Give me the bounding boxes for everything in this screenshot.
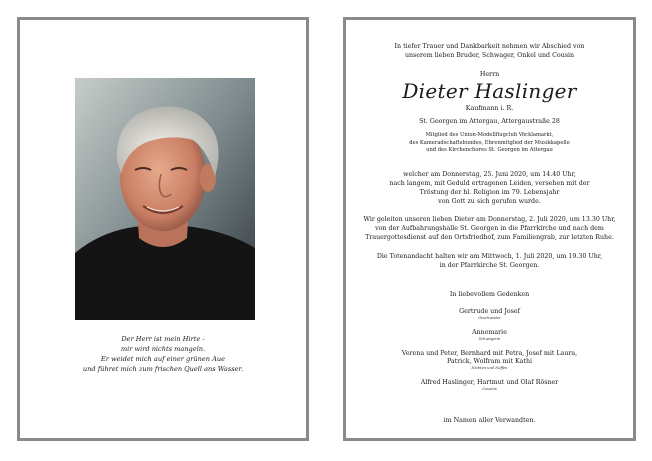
mourner-group: [346, 308, 633, 321]
vigil-line: Die Totenandacht halten wir am Mittwoch, 1. Juli 2020, um 19.30 Uhr,: [376, 253, 603, 260]
mourner-names: Annemarie: [472, 328, 507, 336]
intro-line: In tiefer Trauer und Dankbarkeit nehmen wir Abschied von: [394, 43, 585, 50]
portrait-photo: [75, 78, 255, 320]
salutation: Herrn: [479, 71, 500, 78]
profession: Kaufmann i. R.: [465, 105, 514, 112]
death-notice-line: welcher am Donnerstag, 25. Juni 2020, um 14.40 Uhr,: [403, 171, 576, 178]
remembrance-heading: In liebevollem Gedenken: [449, 291, 530, 298]
funeral-line: Wir geleiten unseren lieben Dieter am Donnerstag, 2. Juli 2020, um 13.30 Uhr,: [363, 216, 616, 223]
death-notice: [346, 170, 633, 206]
verse-line: und führet mich zum frischen Quell ans Wasser.: [82, 365, 244, 373]
death-notice-line: Tröstung der hl. Religion im 79. Lebensjahr: [419, 189, 560, 197]
mourner-group: [346, 329, 633, 342]
left-card-panel: [17, 17, 309, 441]
funeral-line: von der Aufbahrungshalle St. Georgen in die Pfarrkirche und nach dem: [375, 225, 604, 233]
vigil-details: [346, 252, 633, 270]
mourner-relation: Cousins: [482, 386, 497, 391]
mourner-relation: Geschwister: [478, 316, 501, 321]
death-notice-line: nach langem, mit Geduld ertragenen Leiden, versehen mit der: [389, 180, 590, 188]
funeral-line: Trauergottesdienst auf den Ortsfriedhof, zum Familiengrab, zur letzten Ruhe.: [365, 234, 614, 242]
right-card-panel: [343, 17, 636, 441]
mourner-names: Gertrude und Josef: [459, 308, 520, 315]
deceased-name: Dieter Haslinger: [402, 79, 577, 103]
intro-line: unserem lieben Bruder, Schwager, Onkel und Cousin: [404, 52, 575, 60]
verse-line: mir wird nichts mangeln.: [120, 345, 206, 353]
mourner-relation: Nichten und Neffen: [471, 366, 508, 370]
mourner-names: Patrick, Wolfram mit Kathi: [446, 357, 533, 365]
mourner-names: Alfred Haslinger, Hartmut und Olaf Rösner: [420, 378, 559, 386]
portrait-illustration: [75, 78, 255, 320]
address: St. Georgen im Attergau, Attergaustraße 28: [419, 118, 560, 125]
mourner-names: Verena und Peter, Bernhard mit Petra, Josef mit Laura,: [401, 349, 578, 357]
closing-line: im Namen aller Verwandten.: [443, 417, 536, 424]
death-notice-line: von Gott zu sich gerufen wurde.: [438, 198, 541, 206]
funeral-details: [346, 215, 633, 242]
verse-line: Er weidet mich auf einer grünen Aue: [100, 355, 226, 363]
membership-line: Mitglied des Union-Modellflugclub Vöcklamarkt,: [425, 132, 554, 138]
memberships: [346, 132, 633, 155]
psalm-verse: [20, 334, 306, 374]
vigil-line: in der Pfarrkirche St. Georgen.: [439, 262, 540, 270]
membership-line: des Kameradschaftsbundes, Ehrenmitglied der Musikkapelle: [409, 139, 570, 146]
mourners-list: [346, 308, 633, 396]
membership-line: und des Kirchenchores St. Georgen im Attergau: [426, 147, 553, 154]
mourner-group: [346, 379, 633, 392]
mourner-relation: Schwägerin: [478, 337, 501, 341]
mourner-group: [346, 350, 633, 371]
intro-text: [346, 42, 633, 60]
verse-line: Der Herr ist mein Hirte -: [121, 335, 205, 343]
